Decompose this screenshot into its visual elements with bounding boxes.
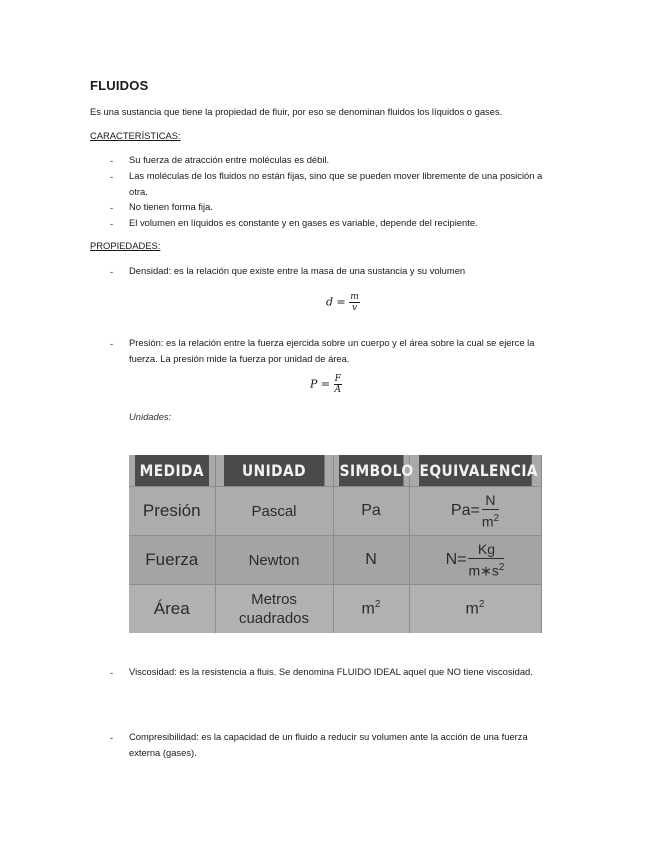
table-row (129, 585, 541, 634)
fraction-denominator (468, 559, 504, 580)
column-header: UNIDAD (223, 455, 324, 487)
symbol-base: m (361, 600, 375, 618)
medida-cell: Presión (129, 487, 215, 536)
fraction (349, 292, 360, 313)
fraction-numerator: Kg (468, 541, 504, 559)
denominator-base: m (481, 513, 494, 530)
fraction (334, 374, 342, 395)
formula-lhs: d = (326, 295, 346, 309)
fraction-numerator: F (334, 374, 341, 384)
exponent: 2 (374, 599, 381, 611)
caracteristica-item-2: Las moléculas de los fluidos no están fijas, sino que se pueden mover libremente de una posición a otra. (129, 170, 543, 197)
page-title: FLUIDOS (90, 78, 149, 93)
presion-text: Presión: es la relación entre la fuerza ejercida sobre un cuerpo y el área sobre la cual se ejerce la fuerza. La presión mide la fuerza por unidad de área. (129, 337, 535, 364)
simbolo-cell (333, 585, 409, 634)
simbolo-cell: N (333, 536, 409, 585)
exponent: 2 (493, 512, 500, 524)
fraction-denominator: A (334, 385, 341, 395)
eq-lhs: Pa= (450, 502, 480, 519)
densidad-formula (326, 292, 360, 313)
fraction (482, 492, 499, 531)
equivalence (446, 541, 505, 580)
medida-cell: Área (129, 585, 215, 634)
unidad-line: cuadrados (238, 610, 310, 627)
table-header-row (129, 455, 541, 487)
bullet-marker: - (110, 667, 114, 678)
fraction-numerator: m (350, 292, 359, 302)
units-table-image (129, 455, 542, 633)
compresibilidad-text: Compresibilidad: es la capacidad de un fluido a reducir su volumen ante la acción de una fuerza externa (gases). (129, 731, 528, 758)
unidad-cell (215, 585, 333, 634)
fraction-denominator: v (351, 303, 358, 313)
unidad-cell: Pascal (215, 487, 333, 536)
bullet-marker: - (110, 202, 114, 213)
simbolo-cell: Pa (333, 487, 409, 536)
eq-base: m (465, 600, 479, 618)
propiedades-heading: PROPIEDADES: (90, 240, 161, 251)
fraction-denominator (482, 510, 499, 531)
caracteristica-item-4: El volumen en líquidos es constante y en gases es variable, depende del recipiente. (129, 217, 478, 228)
viscosidad-text: Viscosidad: es la resistencia a fluis. Se denomina FLUIDO IDEAL aquel que NO tiene viscosidad. (129, 666, 533, 677)
exponent: 2 (478, 599, 485, 611)
unidades-label: Unidades: (129, 411, 172, 422)
densidad-text: Densidad: es la relación que existe entre la masa de una sustancia y su volumen (129, 265, 466, 276)
denominator-base: m∗s (468, 562, 499, 579)
bullet-marker: - (110, 338, 114, 349)
fraction-numerator: N (482, 492, 499, 510)
bullet-marker: - (110, 171, 114, 182)
bullet-marker: - (110, 155, 114, 166)
column-header: MEDIDA (135, 455, 209, 487)
equivalencia-cell (409, 536, 541, 585)
intro-paragraph: Es una sustancia que tiene la propiedad de fluir, por eso se denominan fluidos los líquidos o gases. (90, 106, 503, 117)
table-row (129, 536, 541, 585)
column-header: EQUIVALENCIA (418, 455, 532, 487)
table-row (129, 487, 541, 536)
unidad-cell: Newton (215, 536, 333, 585)
column-header: SIMBOLO (338, 455, 403, 487)
formula-lhs: P = (310, 377, 331, 391)
bullet-marker: - (110, 266, 114, 277)
caracteristicas-heading: CARACTERÍSTICAS: (90, 130, 181, 141)
equivalence (451, 492, 499, 531)
fraction (468, 541, 504, 580)
bullet-marker: - (110, 732, 114, 743)
presion-formula (310, 374, 342, 395)
unidad-line: Metros (251, 591, 297, 608)
equivalencia-cell (409, 585, 541, 634)
medida-cell: Fuerza (129, 536, 215, 585)
caracteristica-item-1: Su fuerza de atracción entre moléculas es débil. (129, 154, 330, 165)
eq-lhs: N= (445, 551, 467, 568)
exponent: 2 (498, 561, 505, 573)
equivalencia-cell (409, 487, 541, 536)
bullet-marker: - (110, 218, 114, 229)
caracteristica-item-3: No tienen forma fija. (129, 201, 213, 212)
